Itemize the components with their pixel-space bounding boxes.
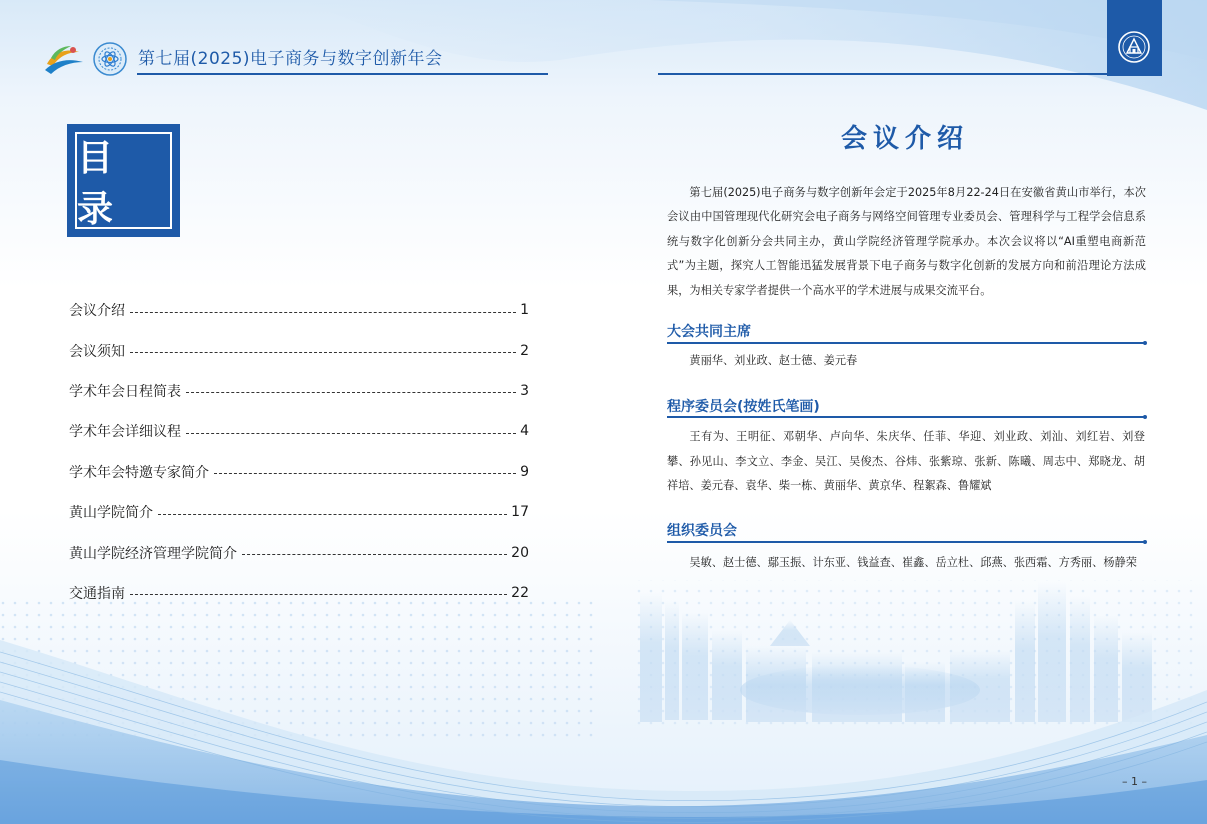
section-divider [667, 541, 1144, 543]
divider-dot [1143, 341, 1147, 345]
toc-entry-page: 4 [520, 423, 529, 440]
toc-entry[interactable] [69, 573, 529, 613]
section-heading-chairs: 大会共同主席 [667, 324, 751, 340]
toc-leader-dots [130, 594, 507, 595]
toc-heading-box [67, 124, 180, 237]
toc-leader-dots [242, 554, 507, 555]
header-divider-right [658, 73, 1108, 75]
toc-entry-page: 17 [511, 504, 529, 521]
toc-entry-page: 2 [520, 342, 529, 359]
divider-dot [1143, 540, 1147, 544]
toc-entry-page: 3 [520, 382, 529, 399]
section-body-chairs: 黄丽华、刘业政、赵士德、姜元春 [689, 354, 858, 367]
toc-entry-label: 交通指南 [69, 585, 125, 602]
toc-entry-label: 会议介绍 [69, 303, 125, 320]
toc-entry[interactable] [69, 290, 529, 330]
toc-leader-dots [130, 352, 516, 353]
toc-leader-dots [186, 392, 516, 393]
toc-entry[interactable] [69, 411, 529, 451]
university-emblem-icon [1117, 30, 1151, 64]
toc-entry-label: 学术年会日程简表 [69, 383, 181, 400]
toc-entry-label: 会议须知 [69, 343, 125, 360]
toc-entry-label: 学术年会特邀专家简介 [69, 464, 209, 481]
toc-entry-page: 20 [511, 544, 529, 561]
section-heading-program-committee: 程序委员会(按姓氏笔画) [667, 399, 820, 415]
toc-entry-label: 学术年会详细议程 [69, 424, 181, 441]
toc-heading: 目 录 [77, 137, 120, 230]
toc-entry-label: 黄山学院经济管理学院简介 [69, 545, 237, 562]
section-divider [667, 416, 1144, 418]
toc-entry[interactable] [69, 330, 529, 370]
toc-entry[interactable] [69, 532, 529, 572]
section-body-program-committee: 王有为、王明征、邓朝华、卢向华、朱庆华、任菲、华迎、刘业政、刘汕、刘红岩、刘登攀、孙见山、李文立、李金、吴江、吴俊杰、谷炜、张紫琼、张新、陈曦、周志中、郑晓龙、胡祥培、姜元春、袁华、柴一栋、黄丽华、黄京华、程絮森、鲁耀斌 [667, 430, 1145, 493]
header-divider-left [137, 73, 548, 75]
section-body-organizing-committee: 吴敏、赵士德、鄢玉振、计东亚、钱益查、崔鑫、岳立杜、邱燕、张西霜、方秀丽、杨静荣 [689, 556, 1137, 569]
toc-entry[interactable] [69, 452, 529, 492]
emblem-tab [1107, 0, 1162, 76]
toc-leader-dots [214, 473, 516, 474]
toc-entry-page: 9 [520, 463, 529, 480]
toc-entry-page: 22 [511, 584, 529, 601]
divider-dot [1143, 415, 1147, 419]
toc-entry-page: 1 [520, 302, 529, 319]
toc-entry[interactable] [69, 371, 529, 411]
toc-entry-label: 黄山学院简介 [69, 505, 153, 522]
section-divider [667, 342, 1144, 344]
section-heading-organizing-committee: 组织委员会 [667, 523, 737, 539]
toc-leader-dots [158, 514, 507, 515]
conference-logo-icon [43, 42, 85, 76]
conference-title: 第七届(2025)电子商务与数字创新年会 [138, 49, 443, 69]
society-badge-icon [93, 42, 127, 76]
toc-leader-dots [130, 312, 516, 313]
toc-list [69, 290, 529, 613]
toc-leader-dots [186, 433, 516, 434]
toc-entry[interactable] [69, 492, 529, 532]
intro-title: 会议介绍 [840, 124, 969, 154]
intro-paragraph: 第七届(2025)电子商务与数字创新年会定于2025年8月22-24日在安徽省黄山市举行，本次会议由中国管理现代化研究会电子商务与网络空间管理专业委员会、管理科学与工程学会信息系统与数字化创新分会共同主办，黄山学院经济管理学院承办。本次会议将以“AI重塑电商新范式”为主题，探究人工智能迅猛发展背景下电子商务与数字化创新的发展方向和前沿理论方法成果，为相关专家学者提供一个高水平的学术进展与成果交流平台。 [667, 186, 1146, 297]
toc-heading-frame [75, 132, 172, 229]
page-number: – 1 – [1122, 775, 1147, 788]
